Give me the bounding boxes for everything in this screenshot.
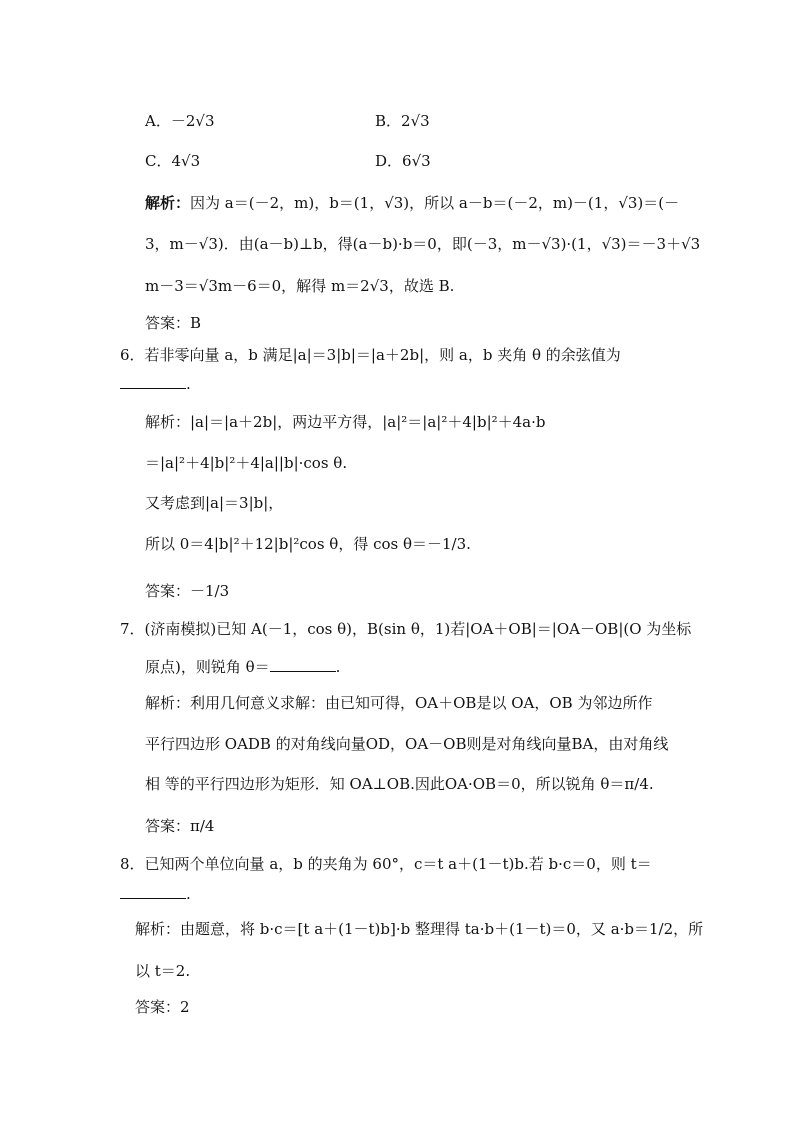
option-b	[375, 110, 430, 131]
q7-analysis-line-1: 解析：利用几何意义求解：由已知可得，OA＋OB是以 OA，OB 为邻边所作	[145, 694, 653, 712]
q7-stem-text-2: 原点)，则锐角 θ＝	[145, 658, 270, 676]
q6-analysis-line-1: 解析：|a|＝|a＋2b|，两边平方得，|a|²＝|a|²＋4|b|²＋4a·b	[145, 413, 546, 431]
option-d	[375, 150, 431, 171]
q8-stem-line-1	[120, 853, 652, 874]
option-a-label: A．	[145, 112, 171, 130]
q7-analysis-line-2: 平行四边形 OADB 的对角线向量OD，OA－OB则是对角线向量BA，由对角线	[145, 735, 669, 753]
option-c-label: C．	[145, 152, 172, 170]
q5-analysis-line-1	[145, 192, 679, 213]
q6-stem-line-2	[120, 374, 191, 393]
option-c	[145, 150, 200, 171]
q7-answer: 答案：π/4	[145, 817, 215, 835]
q5-answer: 答案：B	[145, 314, 202, 332]
q6-stem-text: 若非零向量 a，b 满足|a|＝3|b|＝|a＋2b|，则 a，b 夹角 θ 的余弦值为	[144, 346, 621, 364]
q6-analysis-line-2: ＝|a|²＋4|b|²＋4|a||b|·cos θ.	[145, 454, 348, 472]
option-a	[145, 110, 215, 131]
q6-stem-line-1	[120, 344, 621, 365]
q7-stem-line-2: 原点)，则锐角 θ＝ .	[145, 658, 341, 676]
q6-analysis-line-4: 所以 0＝4|b|²＋12|b|²cos θ，得 cos θ＝－1/3.	[145, 535, 471, 553]
analysis-label: 解析：	[145, 194, 191, 212]
option-a-value: －2√3	[170, 112, 215, 130]
option-d-value: 6√3	[402, 152, 431, 170]
q5-analysis-line-2: 3，m－√3)．由(a－b)⊥b，得(a－b)·b＝0，即(－3，m－√3)·(1，√3)＝－3＋√3	[145, 235, 701, 253]
answer-blank	[270, 657, 336, 672]
q6-number: 6．	[120, 346, 145, 364]
analysis-text: 因为 a＝(－2，m)，b＝(1，√3)，所以 a－b＝(－2，m)－(1，√3)＝(－	[190, 194, 680, 212]
q5-analysis-line-3: m－3＝√3m－6＝0，解得 m＝2√3，故选 B.	[145, 277, 455, 295]
option-c-value: 4√3	[171, 152, 201, 170]
q8-stem-line-2: .	[120, 884, 191, 903]
q7-stem-line-1	[120, 618, 691, 639]
q6-stem-end: .	[186, 375, 191, 393]
q7-number: 7．	[120, 620, 145, 638]
q6-analysis-line-3: 又考虑到|a|＝3|b|，	[145, 494, 284, 512]
q7-analysis-line-3: 相 等的平行四边形为矩形．知 OA⊥OB.因此OA·OB＝0，所以锐角 θ＝π/4.	[145, 775, 654, 793]
answer-blank	[120, 374, 186, 389]
q8-stem-text: 已知两个单位向量 a，b 的夹角为 60°，c＝t a＋(1－t)b.若 b·c＝0，则 t＝	[144, 855, 652, 873]
q8-analysis-line-2: 以 t＝2.	[135, 962, 191, 980]
q8-answer: 答案：2	[135, 998, 190, 1016]
q8-number: 8．	[120, 855, 145, 873]
option-d-label: D．	[375, 152, 403, 170]
q8-analysis-line-1: 解析：由题意，将 b·c＝[t a＋(1－t)b]·b 整理得 ta·b＋(1－t)＝0，又 a·b＝1/2，所	[135, 920, 704, 938]
q6-answer: 答案：－1/3	[145, 582, 230, 600]
option-b-value: 2√3	[401, 112, 430, 130]
q7-stem-text: (济南模拟)已知 A(－1，cos θ)，B(sin θ，1)若|OA＋OB|＝|OA－OB|(O 为坐标	[144, 620, 692, 638]
option-b-label: B．	[375, 112, 402, 130]
answer-blank	[120, 884, 186, 899]
